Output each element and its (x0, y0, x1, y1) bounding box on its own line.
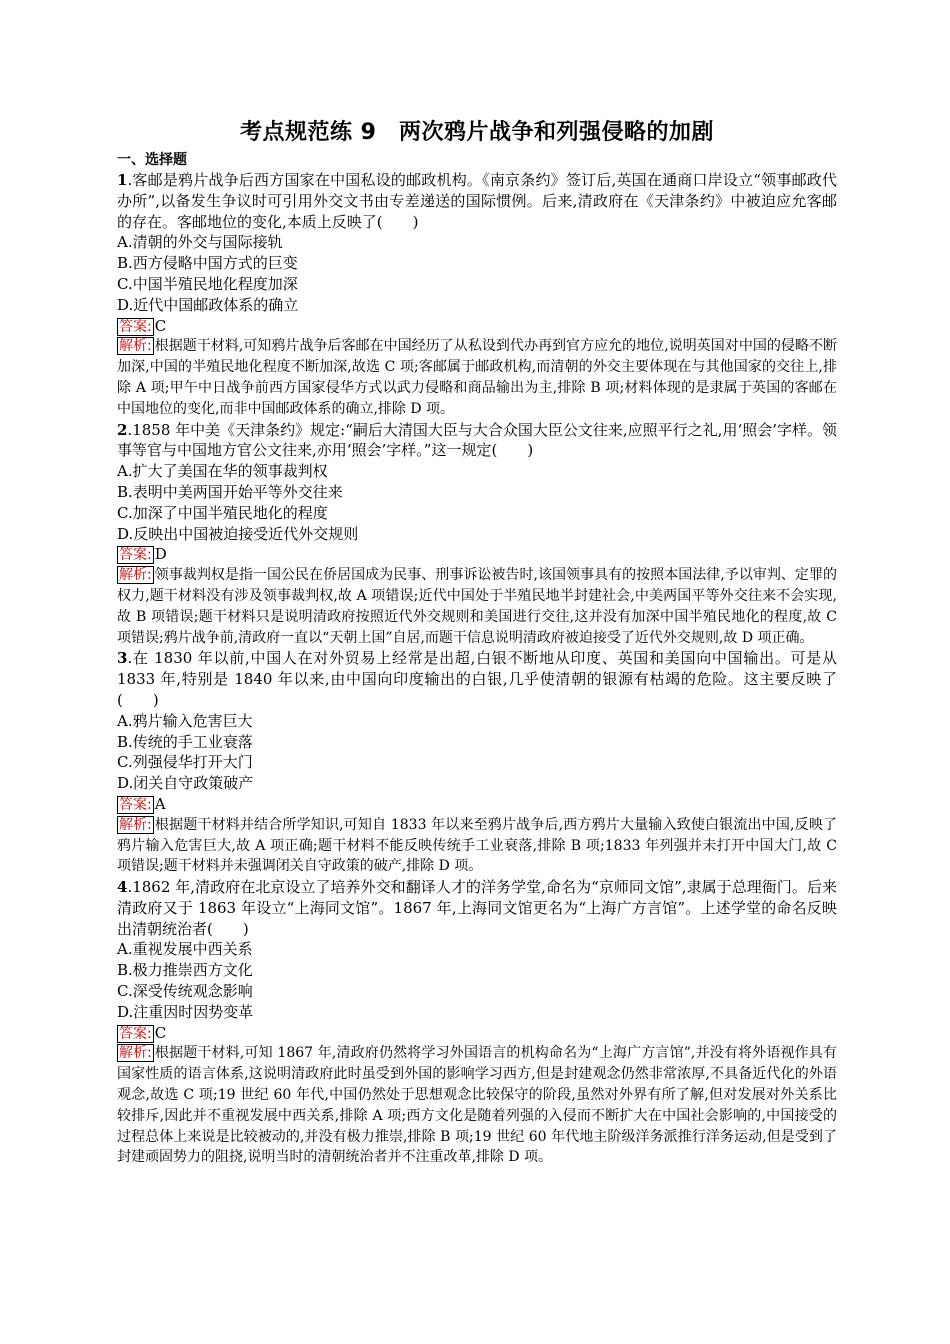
question-text: .1862 年,清政府在北京设立了培养外交和翻译人才的洋务学堂,命名为“京师同文馆”,隶属于总理衙门。后来清政府又于 1863 年设立“上海同文馆”。1867 年,上海同文馆更名为“上海广方言馆”。上述学堂的命名反映出清朝统治者( ) (117, 878, 837, 938)
option-a: A.扩大了美国在华的领事裁判权 (117, 462, 328, 481)
option-b: B.表明中美两国开始平等外交往来 (117, 482, 343, 501)
option-c: C.加深了中国半殖民地化的程度 (117, 503, 328, 522)
explanation-tag: 解析: (119, 816, 152, 833)
answer-line (117, 544, 837, 565)
explanation-text: 根据题干材料,可知 1867 年,清政府仍然将学习外国语言的机构命名为“上海广方言馆”,并没有将外语视作具有国家性质的语言体系,这说明清政府此时虽受到外国的影响学习西方,但是封建观念仍然非常浓厚,不具备近代化的外语观念,故选 C 项;19 世纪 60 年代,中国仍然处于思想观念比较保守的阶段,虽然对外界有所了解,但对发展对外关系比较排斥,因此并不重视发展中西关系,排除 A 项;西方文化是随着列强的入侵而不断扩大在中国社会影响的,中国接受的过程总体上来说是比较被动的,并没有极力推崇,排除 B 项;19 世纪 60 年代地主阶级洋务派推行洋务运动,但是受到了封建顽固势力的阻挠,说明当时的清朝统治者并不注重改革,排除 D 项。 (117, 1045, 837, 1166)
option-c: C.列强侵华打开大门 (117, 753, 253, 772)
question-4 (117, 877, 837, 1168)
answer-tag: 答案: (119, 1025, 152, 1042)
question-stem (117, 648, 837, 710)
answer-line (117, 1023, 837, 1044)
answer-value: A (154, 794, 166, 813)
explanation-tag: 解析: (119, 1045, 152, 1062)
explanation-tag: 解析: (119, 338, 152, 355)
explanation (117, 815, 837, 877)
question-number: 3 (117, 649, 128, 668)
page-title: 考点规范练 9 两次鸦片战争和列强侵略的加剧 (240, 120, 714, 145)
explanation (117, 336, 837, 419)
document-page (117, 116, 837, 1168)
question-number: 1 (117, 171, 128, 189)
question-3 (117, 648, 837, 877)
option-a: A.重视发展中西关系 (117, 940, 253, 959)
option-a: A.清朝的外交与国际接轨 (117, 233, 283, 252)
explanation-tag: 解析: (119, 567, 152, 584)
option-b: B.西方侵略中国方式的巨变 (117, 254, 298, 273)
option-d: D.闭关自守政策破产 (117, 774, 254, 793)
question-text: .1858 年中美《天津条约》规定:“嗣后大清国大臣与大合众国大臣公文往来,应照平行之礼,用‘照会’字样。领事等官与中国地方官公文往来,亦用‘照会’字样。”这一规定( ) (117, 420, 837, 460)
answer-value: C (154, 316, 167, 335)
question-stem (117, 170, 837, 232)
explanation (117, 1043, 837, 1168)
explanation (117, 565, 837, 648)
answer-line (117, 316, 837, 337)
answer-value: D (154, 545, 167, 564)
option-d: D.反映出中国被迫接受近代外交规则 (117, 524, 359, 543)
question-number: 2 (117, 420, 128, 439)
answer-tag: 答案: (119, 547, 152, 564)
option-d: D.注重因时因势变革 (117, 1002, 254, 1021)
answer-line (117, 794, 837, 815)
question-text: .在 1830 年以前,中国人在对外贸易上经常是出超,白银不断地从印度、英国和美国向中国输出。可是从 1833 年,特别是 1840 年以来,由中国向印度输出的白银,几乎使清朝的银源有枯竭的危险。这主要反映了( ) (117, 649, 837, 709)
option-c: C.深受传统观念影响 (117, 982, 253, 1001)
question-number: 4 (117, 878, 128, 897)
question-stem (117, 877, 837, 939)
explanation-text: 领事裁判权是指一国公民在侨居国成为民事、刑事诉讼被告时,该国领事具有的按照本国法律,予以审判、定罪的权力,题干材料没有涉及领事裁判权,故 A 项错误;近代中国处于半殖民地半封建社会,中美两国平等外交往来不会实现,故 B 项错误;题干材料只是说明清政府按照近代外交规则和美国进行交往,这并没有加深中国半殖民地化的程度,故 C 项错误;鸦片战争前,清政府一直以“天朝上国”自居,而题干信息说明清政府被迫接受了近代外交规则,故 D 项正确。 (117, 567, 837, 646)
question-text: .客邮是鸦片战争后西方国家在中国私设的邮政机构。《南京条约》签订后,英国在通商口岸设立“领事邮政代办所”,以备发生争议时可引用外交文书由专差递送的国际惯例。后来,清政府在《天津条约》中被迫应允客邮的存在。客邮地位的变化,本质上反映了( ) (117, 171, 837, 231)
explanation-text: 根据题干材料,可知鸦片战争后客邮在中国经历了从私设到代办再到官方应允的地位,说明英国对中国的侵略不断加深,中国的半殖民地化程度不断加深,故选 C 项;客邮属于邮政机构,而清朝的外交主要体现在与其他国家的交往上,排除 A 项;甲午中日战争前西方国家侵华方式以武力侵略和商品输出为主,排除 B 项;材料体现的是隶属于英国的客邮在中国地位的变化,而非中国邮政体系的确立,排除 D 项。 (117, 338, 837, 417)
option-b: B.传统的手工业衰落 (117, 732, 253, 751)
answer-value: C (154, 1023, 167, 1042)
answer-tag: 答案: (119, 796, 152, 813)
answer-tag: 答案: (119, 318, 152, 335)
section-heading: 一、选择题 (117, 152, 187, 168)
option-c: C.中国半殖民地化程度加深 (117, 274, 298, 293)
question-stem (117, 420, 837, 462)
question-1 (117, 170, 837, 420)
option-b: B.极力推崇西方文化 (117, 961, 253, 980)
explanation-text: 根据题干材料并结合所学知识,可知自 1833 年以来至鸦片战争后,西方鸦片大量输入致使白银流出中国,反映了鸦片输入危害巨大,故 A 项正确;题干材料不能反映传统手工业衰落,排除 B 项;1833 年列强并未打开中国大门,故 C 项错误;题干材料并未强调闭关自守政策的破产,排除 D 项。 (117, 816, 837, 875)
option-d: D.近代中国邮政体系的确立 (117, 295, 299, 314)
option-a: A.鸦片输入危害巨大 (117, 711, 253, 730)
question-2 (117, 420, 837, 649)
